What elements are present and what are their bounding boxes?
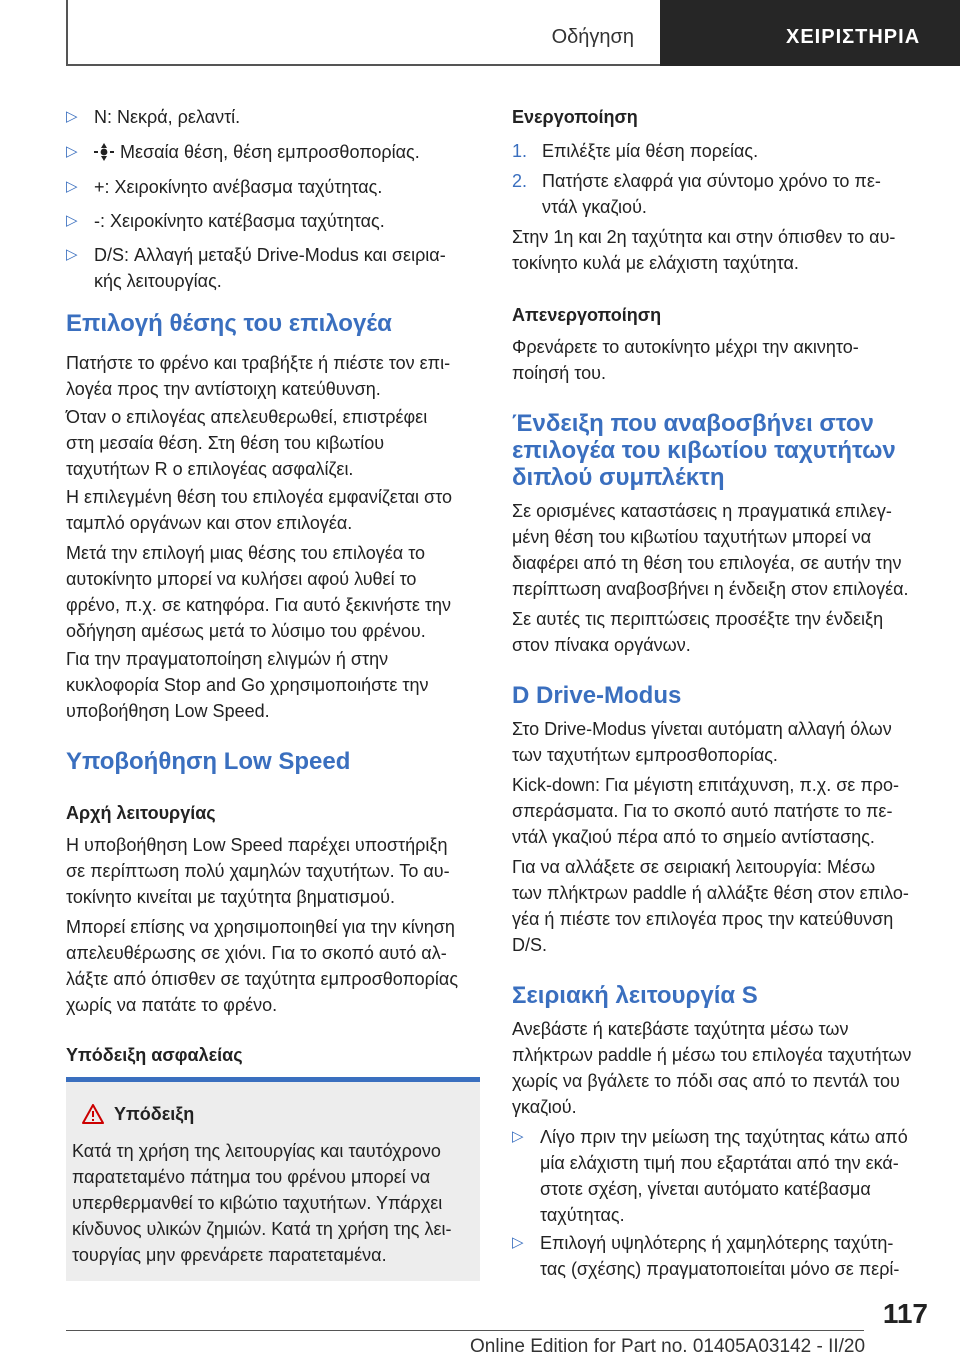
paragraph: Φρενάρετε το αυτοκίνητο μέχρι την ακινητο- ποίησή του. bbox=[512, 337, 859, 383]
list-item: ▷ +: Χειροκίνητο ανέβασμα ταχύτητας. bbox=[66, 174, 382, 200]
bullet-icon: ▷ bbox=[66, 178, 78, 195]
paragraph: Για την πραγματοποίηση ελιγμών ή στην κυκλοφορία Stop and Go χρησιμοποιήστε την υποβοήθηση Low Speed. bbox=[66, 649, 429, 721]
chapter-tab[interactable]: ΧΕΙΡΙΣΤΗΡΙΑ bbox=[660, 0, 960, 66]
bullet-icon: ▷ bbox=[512, 1234, 524, 1251]
step-item: 2. Πατήστε ελαφρά για σύντομο χρόνο το πε- ντάλ γκαζιού. bbox=[512, 171, 881, 217]
paragraph: Όταν ο επιλογέας απελευθερωθεί, επιστρέφει στη μεσαία θέση. Στη θέση του κιβωτίου ταχυτήτων R ο επιλογέας ασφαλίζει. bbox=[66, 407, 428, 479]
paragraph: Μετά την επιλογή μιας θέσης του επιλογέα το αυτοκίνητο μπορεί να κυλήσει αφού λυθεί το φρένο, π.χ. σε κατηφόρα. Για αυτό ξεκινήστε την οδήγηση αμέσως μετά το λύσιμο του φρένου. bbox=[66, 543, 451, 641]
footer-rule bbox=[66, 1330, 864, 1331]
heading-deactivate: Απενεργοποίηση bbox=[512, 305, 662, 325]
heading-drive-modus: D Drive-Modus bbox=[512, 682, 682, 709]
list-item: ▷ Επιλογή υψηλότερης ή χαμηλότερης ταχύτη- τας (σχέσης) πραγματοποιείται μόνο σε περί- bbox=[512, 1230, 899, 1282]
heading-principle: Αρχή λειτουργίας bbox=[66, 803, 216, 823]
paragraph: Σε αυτές τις περιπτώσεις προσέξτε την ένδειξη στον πίνακα οργάνων. bbox=[512, 609, 884, 655]
warning-title: Υπόδειξη bbox=[114, 1104, 195, 1124]
center-position-icon bbox=[94, 143, 114, 161]
page-number: 117 bbox=[882, 1298, 928, 1329]
paragraph: Ανεβάστε ή κατεβάστε ταχύτητα μέσω των πλήκτρων paddle ή μέσω του επιλογέα ταχυτήτων χωρίς να βγάλετε το πόδι σας από το πεντάλ του γκαζιού. bbox=[512, 1019, 912, 1117]
heading-blinking-indicator: Ένδειξη που αναβοσβήνει στον επιλογέα του κιβωτίου ταχυτήτων διπλού συμπλέκτη bbox=[512, 410, 896, 491]
section-title: Οδήγηση bbox=[551, 26, 634, 48]
paragraph: Η υποβοήθηση Low Speed παρέχει υποστήριξη σε περίπτωση πολύ χαμηλών ταχυτήτων. Το αυ- τοκίνητο κινείται με ταχύτητα βηματισμού. bbox=[66, 835, 450, 907]
paragraph: Στην 1η και 2η ταχύτητα και στην όπισθεν το αυ- τοκίνητο κυλά με ελάχιστη ταχύτητα. bbox=[512, 227, 896, 273]
paragraph: Για να αλλάξετε σε σειριακή λειτουργία: Μέσω των πλήκτρων paddle ή αλλάξτε θέση στον επιλο- γέα ή πιέστε τον επιλογέα προς την κατεύθυνση D/S. bbox=[512, 857, 909, 955]
list-item: ▷ -: Χειροκίνητο κατέβασμα ταχύτητας. bbox=[66, 208, 385, 234]
paragraph: Πατήστε το φρένο και τραβήξτε ή πιέστε τον επι- λογέα προς την αντίστοιχη κατεύθυνση. bbox=[66, 353, 451, 399]
heading-activate: Ενεργοποίηση bbox=[512, 107, 638, 127]
heading-serial-mode: Σειριακή λειτουργία S bbox=[512, 982, 758, 1009]
bullet-icon: ▷ bbox=[66, 246, 78, 263]
warning-icon bbox=[82, 1104, 104, 1124]
header-rule bbox=[66, 64, 660, 66]
bullet-icon: ▷ bbox=[66, 212, 78, 229]
heading-select-position: Επιλογή θέσης του επιλογέα bbox=[66, 310, 392, 337]
paragraph: Kick-down: Για μέγιστη επιτάχυνση, π.χ. σε προ- σπεράσματα. Για το σκοπό αυτό πατήστε το πε- ντάλ γκαζιού πέρα από το σημείο αντίστασης. bbox=[512, 775, 899, 847]
paragraph: Σε ορισμένες καταστάσεις η πραγματικά επιλεγ- μένη θέση του κιβωτίου ταχυτήτων μπορεί να διαφέρει από τη θέση του επιλογέα, σε αυτήν την περίπτωση αναβοσβήνει η ένδειξη στον επιλογέα. bbox=[512, 501, 909, 599]
heading-safety: Υπόδειξη ασφαλείας bbox=[66, 1045, 243, 1065]
list-item: ▷ Λίγο πριν την μείωση της ταχύτητας κάτω από μία ελάχιστη τιμή που εξαρτάται από την εκά- στοτε σχέση, γίνεται αυτόματο κατέβασμα ταχύτητας. bbox=[512, 1124, 908, 1228]
bullet-icon: ▷ bbox=[512, 1128, 524, 1145]
step-item: 1. Επιλέξτε μία θέση πορείας. bbox=[512, 141, 759, 161]
paragraph: Η επιλεγμένη θέση του επιλογέα εμφανίζεται στο ταμπλό οργάνων και στον επιλογέα. bbox=[66, 487, 453, 533]
paragraph: Στο Drive-Modus γίνεται αυτόματη αλλαγή όλων των ταχυτήτων εμπροσθοπορίας. bbox=[512, 719, 892, 765]
heading-low-speed: Υποβοήθηση Low Speed bbox=[66, 748, 351, 775]
footer-edition: Online Edition for Part no. 01405A03142 - II/20 bbox=[470, 1336, 866, 1357]
bullet-icon: ▷ bbox=[66, 108, 78, 125]
warning-text: Κατά τη χρήση της λειτουργίας και ταυτόχρονο παρατεταμένο πάτημα του φρένου μπορεί να υπερθερμανθεί το κιβώτιο ταχυτήτων. Υπάρχει κίνδυνος υλικών ζημιών. Κατά τη χρήση της λει- τουργίας μην φρενάρετε παρατεταμένα. bbox=[72, 1141, 452, 1265]
list-item: ▷ Μεσαία θέση, θέση εμπροσθοπορίας. bbox=[66, 139, 420, 165]
list-item: ▷ N: Νεκρά, ρελαντί. bbox=[66, 104, 240, 130]
header-divider bbox=[66, 0, 68, 66]
bullet-icon: ▷ bbox=[66, 143, 78, 160]
list-item: ▷ D/S: Αλλαγή μεταξύ Drive-Modus και σειρια- κής λειτουργίας. bbox=[66, 242, 446, 294]
paragraph: Μπορεί επίσης να χρησιμοποιηθεί για την κίνηση απελευθέρωσης σε χιόνι. Για το σκοπό αυτό αλ- λάξτε από όπισθεν σε ταχύτητα εμπροσθοπορίας χωρίς να πατάτε το φρένο. bbox=[66, 917, 458, 1015]
